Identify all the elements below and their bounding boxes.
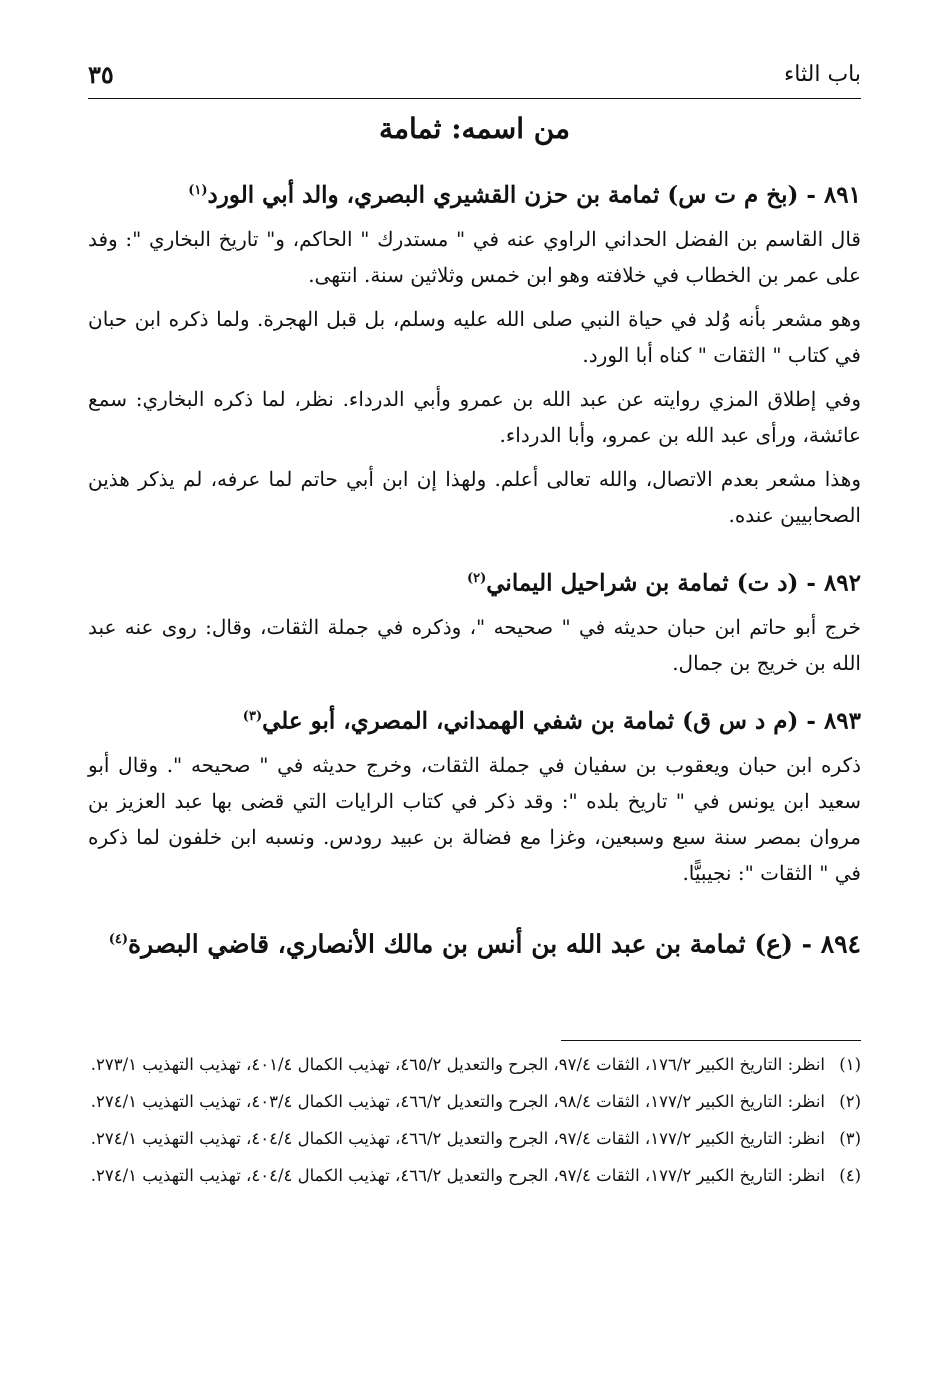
entry-892 (88, 560, 861, 689)
entry-heading-text: ٨٩٢ - (د ت) ثمامة بن شراحيل اليماني (486, 569, 861, 597)
entry-paragraph: وهو مشعر بأنه وُلد في حياة النبي صلى الله عليه وسلم، بل قبل الهجرة. ولما ذكره ابن حبان في كتاب " الثقات " كناه أبا الورد. (88, 306, 861, 367)
running-header (88, 58, 861, 99)
footnote-marker: (٤) (108, 932, 129, 947)
footnotes (88, 1050, 861, 1198)
entry-paragraph: ذكره ابن حبان ويعقوب بن سفيان في جملة الثقات، وخرج حديثه في " صحيحه ". وقال أبو سعيد ابن يونس في " تاريخ بلده ": وقد ذكر في كتاب الرايات التي قضى بها عبد العزيز بن مروان بمصر سنة سبع وسبعين، وغزا مع فضالة بن عبيد رودس. ونسبه ابن خلفون لما ذكره في " الثقات ": نجيبيًّا. (88, 752, 861, 885)
entry-heading (88, 698, 861, 741)
page-number: ٣٥ (88, 60, 114, 89)
footnote-text: انظر: التاريخ الكبير ١٧٧/٢، الثقات ٩٧/٤، الجرح والتعديل ٤٦٦/٢، تهذيب الكمال ٤٠٤/٤، تهذيب التهذيب ٢٧٤/١. (90, 1129, 825, 1148)
footnote-divider (561, 1040, 861, 1041)
entry-paragraph: وهذا مشعر بعدم الاتصال، والله تعالى أعلم. ولهذا إن ابن أبي حاتم لما عرفه، لم يذكر هذين الصحابيين عنده. (88, 466, 861, 527)
footnote-text: انظر: التاريخ الكبير ١٧٧/٢، الثقات ٩٧/٤، الجرح والتعديل ٤٦٦/٢، تهذيب الكمال ٤٠٤/٤، تهذيب التهذيب ٢٧٤/١. (90, 1166, 825, 1185)
entry-paragraph: قال القاسم بن الفضل الحداني الراوي عنه في " مستدرك " الحاكم، و" تاريخ البخاري ": وفد على عمر بن الخطاب في خلافته وهو ابن خمس وثلاثين سنة. انتهى. (88, 226, 861, 287)
section-title: من اسمه: ثمامة (378, 112, 571, 145)
footnote-label: (٢) (839, 1092, 861, 1111)
footnote (88, 1087, 861, 1116)
entry-heading (88, 172, 861, 215)
entry-893 (88, 698, 861, 899)
entry-paragraph: وفي إطلاق المزي روايته عن عبد الله بن عمرو وأبي الدرداء. نظر، لما ذكره البخاري: سمع عائشة، ورأى عبد الله بن عمرو، وأبا الدرداء. (88, 386, 861, 447)
footnote-marker: (١) (188, 183, 208, 198)
footnote-marker: (٢) (466, 571, 487, 586)
footnote-label: (٤) (839, 1166, 861, 1185)
entry-heading (88, 918, 861, 966)
entry-heading-text: ٨٩١ - (بخ م ت س) ثمامة بن حزن القشيري البصري، والد أبي الورد (207, 181, 861, 209)
footnote-label: (١) (839, 1055, 861, 1074)
entry-894 (88, 918, 861, 966)
footnote-label: (٣) (839, 1129, 861, 1148)
footnote-marker: (٣) (242, 709, 263, 724)
running-title: باب الثاء (783, 62, 861, 87)
footnote-text: انظر: التاريخ الكبير ١٧٦/٢، الثقات ٩٧/٤، الجرح والتعديل ٤٦٥/٢، تهذيب الكمال ٤٠١/٤، تهذيب التهذيب ٢٧٣/١. (90, 1055, 825, 1074)
entry-heading-text: ٨٩٤ - (ع) ثمامة بن عبد الله بن أنس بن مالك الأنصاري، قاضي البصرة (128, 929, 861, 959)
entry-paragraph: خرج أبو حاتم ابن حبان حديثه في " صحيحه "، وذكره في جملة الثقات، وقال: روى عنه عبد الله بن خريج بن جمال. (88, 614, 861, 675)
footnote (88, 1124, 861, 1153)
entry-891 (88, 172, 861, 541)
footnote (88, 1161, 861, 1190)
entry-heading-text: ٨٩٣ - (م د س ق) ثمامة بن شفي الهمداني، المصري، أبو علي (262, 707, 861, 735)
footnote (88, 1050, 861, 1079)
footnote-text: انظر: التاريخ الكبير ١٧٧/٢، الثقات ٩٨/٤، الجرح والتعديل ٤٦٦/٢، تهذيب الكمال ٤٠٣/٤، تهذيب التهذيب ٢٧٤/١. (90, 1092, 825, 1111)
entry-heading (88, 560, 861, 603)
